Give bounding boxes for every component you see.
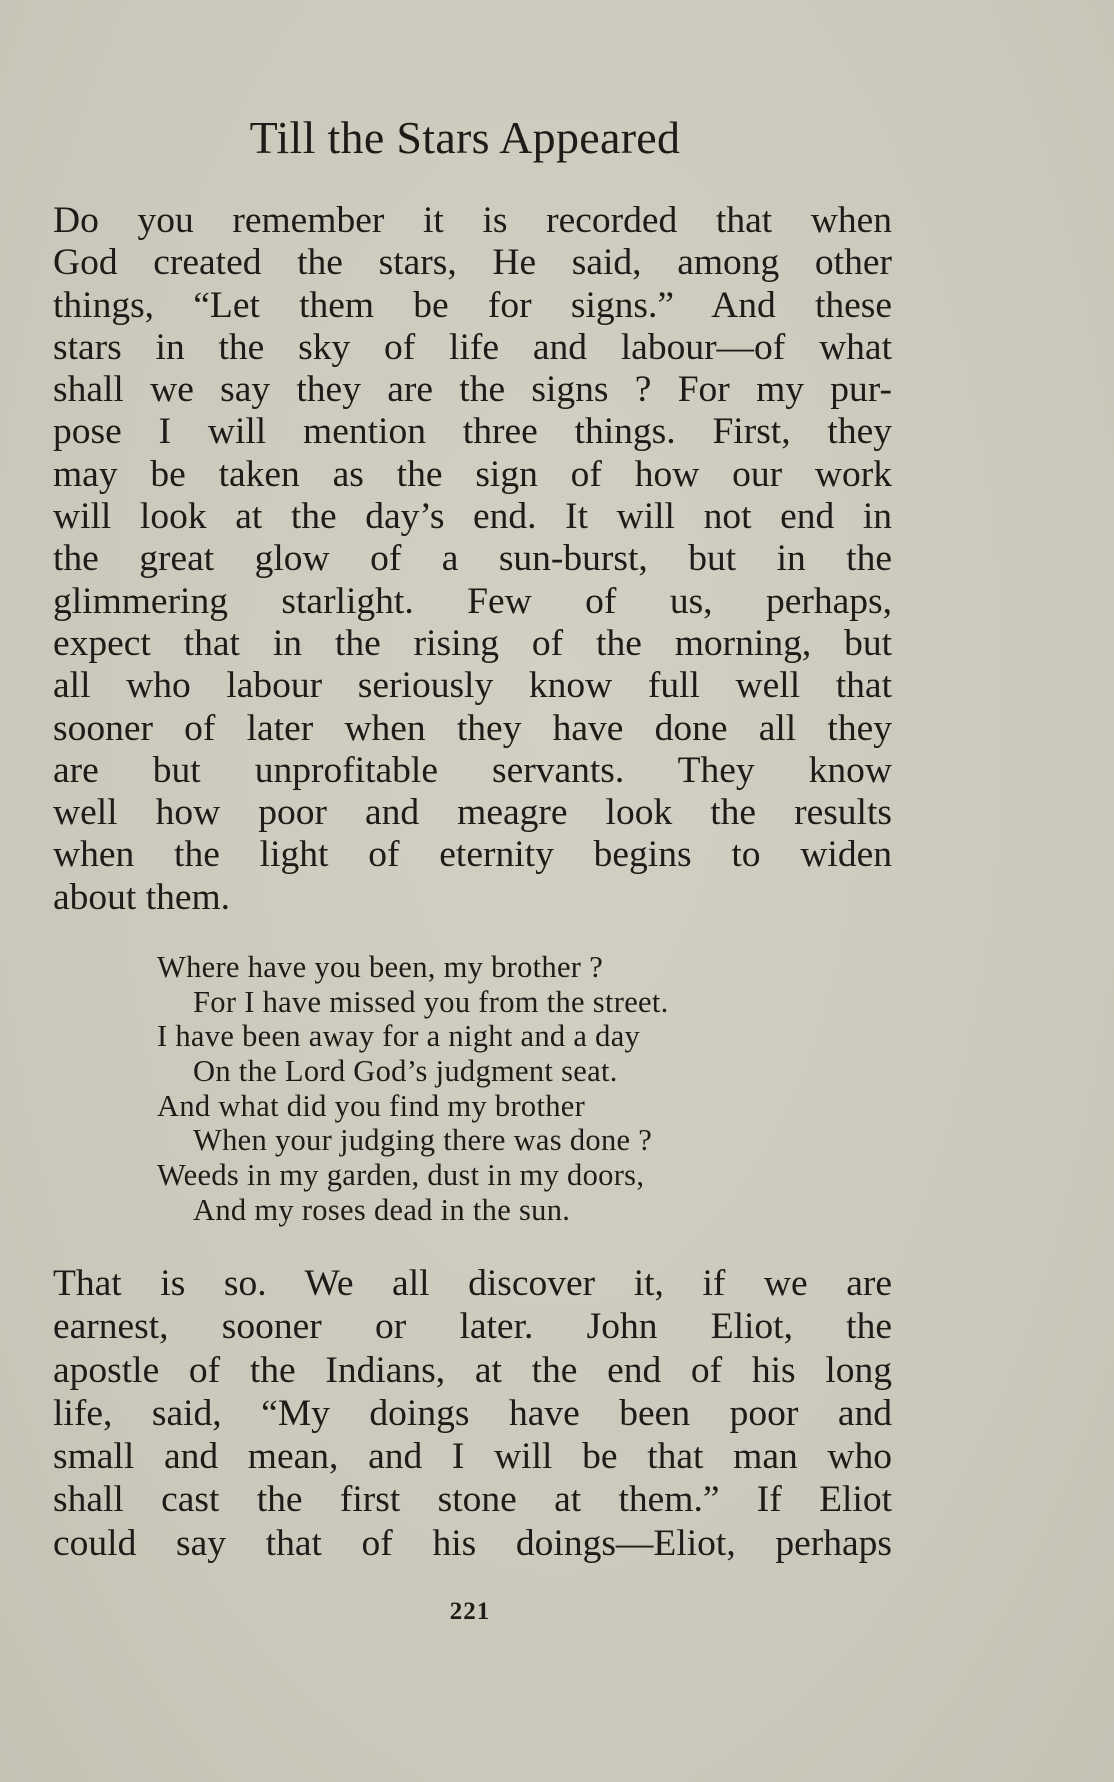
text-line: the great glow of a sun-burst, but in the	[53, 538, 892, 580]
poem-block	[157, 950, 797, 1228]
text-line: about them.	[53, 876, 231, 918]
running-head: Till the Stars Appeared	[249, 112, 681, 163]
page-number: 221	[449, 1598, 491, 1625]
text-line: may be taken as the sign of how our work	[53, 453, 892, 495]
text-line: glimmering starlight. Few of us, perhaps,	[53, 580, 892, 622]
poem-line: Where have you been, my brother ?	[157, 950, 604, 984]
poem-line: And my roses dead in the sun.	[193, 1192, 571, 1227]
text-line: things, “Let them be for signs.” And these	[53, 284, 892, 326]
text-line: are but unprofitable servants. They know	[53, 749, 892, 791]
poem-line: For I have missed you from the street.	[193, 984, 669, 1019]
text-line: Do you remember it is recorded that when	[53, 200, 892, 241]
poem-line: Weeds in my garden, dust in my doors,	[157, 1158, 645, 1193]
text-line: well how poor and meagre look the results	[53, 792, 892, 834]
text-line: all who labour seriously know full well that	[53, 665, 892, 707]
text-line: small and mean, and I will be that man who	[53, 1436, 892, 1478]
text-line: earnest, sooner or later. John Eliot, the	[53, 1306, 892, 1348]
text-line: stars in the sky of life and labour—of what	[53, 326, 892, 368]
text-line: apostle of the Indians, at the end of his long	[53, 1349, 892, 1391]
paragraph-2	[53, 1262, 892, 1565]
text-line: God created the stars, He said, among other	[53, 242, 892, 284]
poem-line: When your judging there was done ?	[193, 1123, 653, 1158]
text-line: when the light of eternity begins to widen	[53, 834, 892, 876]
poem-line: I have been away for a night and a day	[157, 1019, 641, 1054]
text-line: shall cast the first stone at them.” If Eliot	[53, 1479, 892, 1521]
poem-line: And what did you find my brother	[157, 1088, 586, 1123]
text-line: expect that in the rising of the morning, but	[53, 622, 892, 664]
text-line: That is so. We all discover it, if we are	[53, 1263, 892, 1304]
text-line: could say that of his doings—Eliot, perhaps	[53, 1522, 892, 1564]
text-line: shall we say they are the signs ? For my pur-	[53, 369, 892, 411]
poem-line: On the Lord God’s judgment seat.	[193, 1054, 618, 1089]
text-line: will look at the day’s end. It will not end in	[53, 496, 892, 538]
paragraph-1	[53, 200, 892, 919]
text-line: life, said, “My doings have been poor and	[53, 1392, 892, 1434]
text-line: pose I will mention three things. First, they	[53, 411, 892, 453]
text-line: sooner of later when they have done all they	[53, 707, 892, 749]
